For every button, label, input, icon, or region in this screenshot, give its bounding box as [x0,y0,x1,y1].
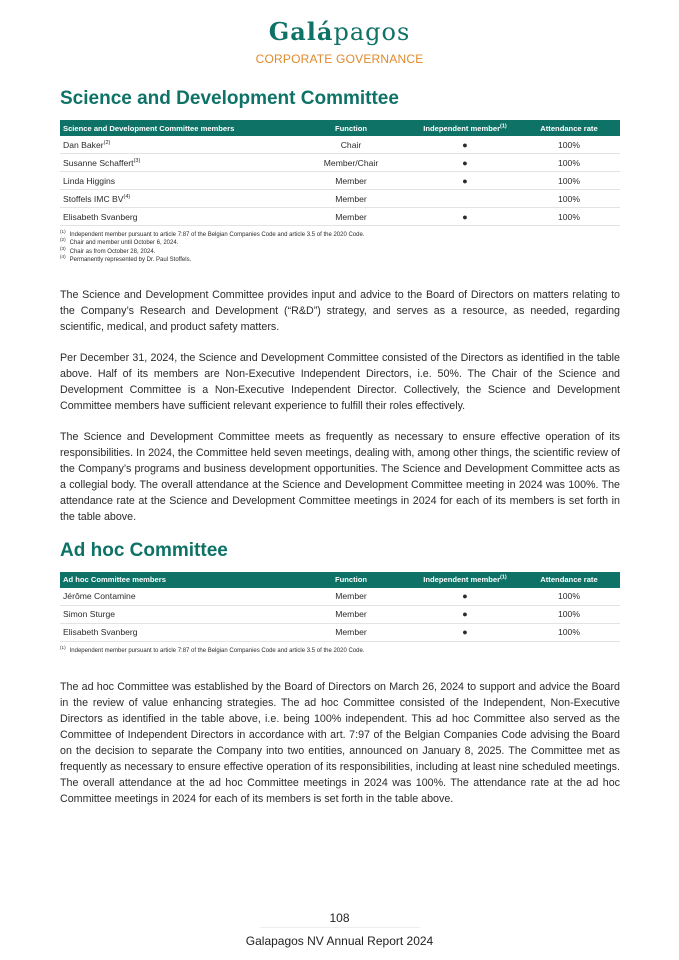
sdc-footnotes [60,231,620,265]
member-name: Elisabeth Svanberg [60,623,290,641]
member-name-text: Susanne Schaffert [63,157,134,168]
member-function: Member [290,208,412,226]
sdc-col-function: Function [334,123,368,133]
attendance-rate: 100% [518,623,620,641]
page-content [60,88,620,822]
footnote-text: Chair as from October 28, 2024. [69,248,156,255]
member-function: Chair [290,136,412,154]
footnote-mark: (4) [60,254,66,260]
member-footnote-mark: (3) [133,157,141,164]
table-row [60,190,620,208]
table-row [60,208,620,226]
independent-mark [412,190,518,208]
section-subtitle: CORPORATE GOVERNANCE [255,52,424,66]
member-footnote-mark: (2) [103,139,111,146]
independent-mark: ● [412,172,518,190]
sdc-paragraph: Per December 31, 2024, the Science and Development Committee consisted of the Directors as identified in the table above. Half of its members are Non-Executive Independent Directors, i.e. 50%. The Chair of the Science and Development Committee is a Non-Executive Independent Director. Collectively, the Science and Development Committee members have sufficient relevant experience to fulfill their roles effectively. [60,351,620,412]
independent-mark: ● [412,136,518,154]
sdc-table-header-row [60,120,620,136]
ahc-col-attendance: Attendance rate [540,575,598,585]
sdc-col-independent-sup: (1) [500,122,507,129]
sdc-paragraph: The Science and Development Committee meets as frequently as necessary to ensure effective operation of its responsibilities. In 2024, the Committee held seven meetings, dealing with, among other things, the scientific review of the Company’s programs and business development opportunities. The Science and Development Committee acts as a collegial body. The overall attendance at the Science and Development Committee meeting in 2024 was 100%. The attendance rate at the Science and Development Committee meetings in 2024 for each of its members is set forth in the table above. [60,430,620,523]
member-name: Simon Sturge [60,605,290,623]
footnote [60,644,620,655]
ahc-members-table [60,572,620,642]
member-name-text: Linda Higgins [63,175,116,186]
member-name-text: Elisabeth Svanberg [63,211,138,222]
table-row [60,623,620,641]
footnote-mark: (2) [60,237,66,243]
footnote-text: Independent member pursuant to article 7:87 of the Belgian Companies Code and article 3.5 of the 2020 Code. [69,232,365,238]
table-row [60,588,620,606]
ahc-heading: Ad hoc Committee [60,539,228,561]
member-function: Member [290,623,412,641]
ahc-col-independent [412,572,518,588]
ahc-col-independent-label: Independent member [423,575,501,585]
sdc-col-members: Science and Development Committee members [63,123,235,133]
attendance-rate: 100% [518,190,620,208]
galapagos-logo [0,18,679,46]
footnote-text: Independent member pursuant to article 7:87 of the Belgian Companies Code and article 3.5 of the 2020 Code. [69,647,365,654]
attendance-rate: 100% [518,588,620,606]
page-number: 108 [329,911,350,925]
member-name [60,172,290,190]
member-function: Member [290,172,412,190]
ahc-paragraph: The ad hoc Committee was established by the Board of Directors on March 26, 2024 to support and advice the Board in the review of value enhancing strategies. The ad hoc Committee consisted of the Independent, Non-Executive Directors as identified in the table above, i.e. being 100% independent. This ad hoc Committee also served as the Committee of Independent Directors in accordance with art. 7:97 of the Belgian Companies Code advising the Board on the decision to separate the Company into two entities, announced on January 8, 2025. The Committee met as frequently as necessary to ensure effective operation of its responsibilities, including at least nine scheduled meetings. The overall attendance at the ad hoc Committee meetings in 2024 was 100%. The attendance rate at the ad hoc Committee meetings in 2024 for each of its members is set forth in the table above. [60,681,620,806]
page-footer [0,911,679,948]
member-name [60,136,290,154]
footer-divider [260,927,420,928]
attendance-rate: 100% [518,172,620,190]
footnote-mark: (3) [60,245,66,251]
footnote-mark: (1) [60,644,66,650]
attendance-rate: 100% [518,136,620,154]
page-header [0,18,679,66]
footnote-mark: (1) [60,229,66,234]
member-name [60,154,290,172]
logo-bold-part: Galá [268,17,334,46]
member-function: Member [290,190,412,208]
member-name-text: Stoffels IMC BV [63,193,124,204]
independent-mark: ● [412,605,518,623]
member-footnote-mark: (4) [123,193,131,200]
ahc-footnotes [60,644,620,655]
ahc-col-function: Function [334,575,368,585]
sdc-col-attendance: Attendance rate [540,123,598,133]
sdc-paragraph: The Science and Development Committee provides input and advice to the Board of Directors on matters relating to the Company’s Research and Development (“R&D”) strategy, and serves as a resource, as needed, regarding scientific, medical, and product safety matters. [60,288,620,333]
footnote-text: Chair and member until October 6, 2024. [69,240,179,247]
logo-light-part: pagos [333,18,411,46]
member-function: Member [290,605,412,623]
independent-mark: ● [412,154,518,172]
ahc-col-members: Ad hoc Committee members [63,575,166,585]
member-name [60,208,290,226]
table-row [60,154,620,172]
sdc-col-independent-label: Independent member [423,123,501,133]
ahc-table-header-row [60,572,620,588]
footnote-text: Permanently represented by Dr. Paul Stoffels. [69,257,192,264]
table-row [60,172,620,190]
footnote [60,256,620,264]
sdc-members-table [60,120,620,226]
ahc-col-independent-sup: (1) [500,574,507,581]
sdc-col-independent [412,120,518,136]
attendance-rate: 100% [518,154,620,172]
attendance-rate: 100% [518,208,620,226]
independent-mark: ● [412,588,518,606]
independent-mark: ● [412,208,518,226]
table-row [60,605,620,623]
sdc-heading: Science and Development Committee [60,88,399,109]
footnote [60,239,620,247]
footnote [60,231,620,239]
member-name-text: Dan Baker [63,139,104,150]
member-name: Jérôme Contamine [60,588,290,606]
report-title: Galapagos NV Annual Report 2024 [245,934,434,948]
member-function: Member [290,588,412,606]
member-function: Member/Chair [290,154,412,172]
footnote [60,245,620,256]
attendance-rate: 100% [518,605,620,623]
independent-mark: ● [412,623,518,641]
table-row [60,136,620,154]
member-name [60,190,290,208]
